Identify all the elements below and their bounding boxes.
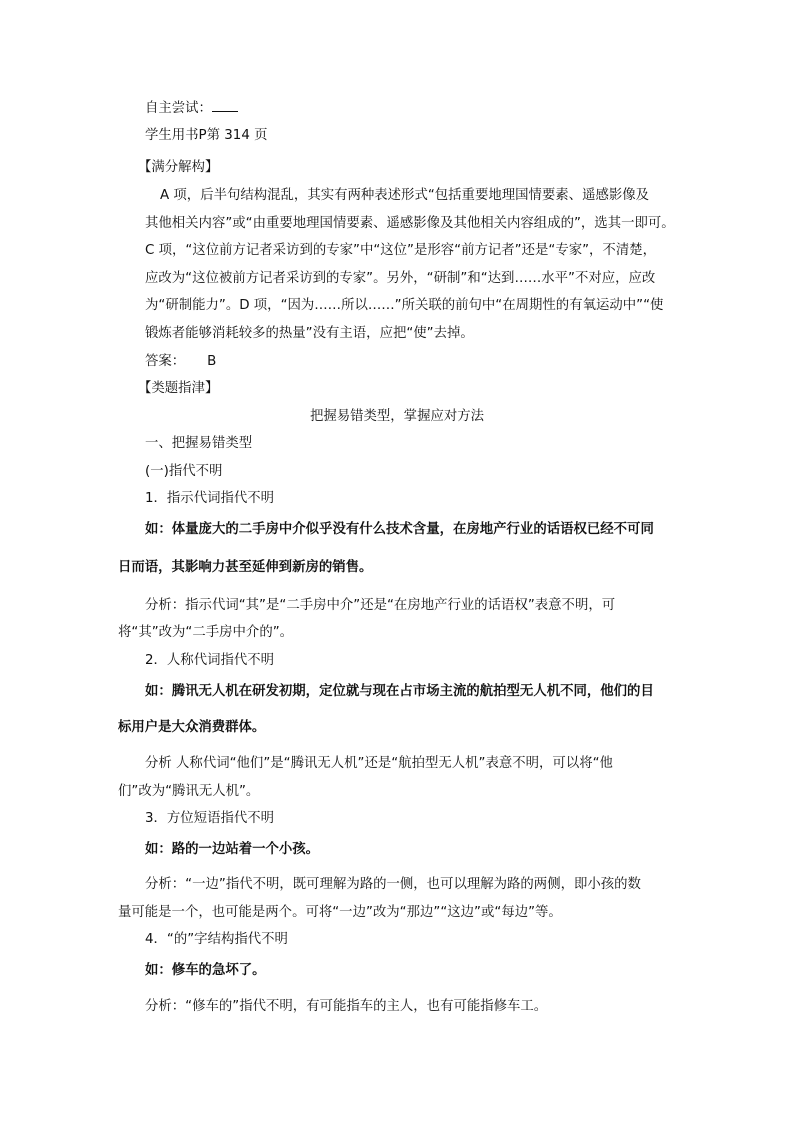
analysis-heading: 【满分解构】 — [138, 160, 219, 175]
analysis-line: 锻炼者能够消耗较多的热量”没有主语，应把“使”去掉。 — [145, 326, 474, 341]
example-line: 日而语，其影响力甚至延伸到新房的销售。 — [118, 560, 373, 575]
self-try-line — [145, 99, 238, 118]
analysis-text: 分析：“修车的”指代不明，有可能指车的主人，也有可能指修车工。 — [145, 999, 548, 1014]
answer-label: 答案： — [145, 354, 186, 369]
student-book-ref: 学生用书P第 314 页 — [145, 128, 268, 143]
section-heading: 一、把握易错类型 — [145, 436, 253, 451]
analysis-line: 为“研制能力”。D 项，“因为……所以……”所关联的前句中“在周期性的有氧运动中”“使 — [145, 298, 664, 313]
guide-heading: 【类题指津】 — [138, 381, 219, 396]
self-try-label: 自主尝试： — [145, 101, 212, 116]
analysis-text: 们”改为“腾讯无人机”。 — [118, 784, 260, 799]
analysis-text: 将“其”改为“二手房中介的”。 — [118, 625, 294, 640]
example-line: 如：修车的急坏了。 — [145, 963, 266, 978]
guide-title: 把握易错类型，掌握应对方法 — [309, 409, 485, 424]
item-title: 4．“的”字结构指代不明 — [145, 932, 288, 947]
subsection-heading: (一)指代不明 — [145, 464, 223, 479]
item-title: 1．指示代词指代不明 — [145, 491, 275, 506]
analysis-line: 应改为“这位被前方记者采访到的专家”。另外，“研制”和“达到……水平”不对应，应改 — [145, 271, 656, 286]
analysis-text: 量可能是一个，也可能是两个。可将“一边”改为“那边”“这边”或“每边”等。 — [118, 905, 562, 920]
analysis-text: 分析：“一边”指代不明，既可理解为路的一侧，也可以理解为路的两侧，即小孩的数 — [145, 877, 641, 892]
item-title: 3．方位短语指代不明 — [145, 811, 275, 826]
answer-line — [145, 353, 216, 371]
example-line: 如：腾讯无人机在研发初期，定位就与现在占市场主流的航拍型无人机不同，他们的目 — [145, 684, 654, 699]
answer-value: B — [207, 354, 217, 369]
analysis-text: 分析 人称代词“他们”是“腾讯无人机”还是“航拍型无人机”表意不明，可以将“他 — [145, 756, 613, 771]
analysis-text: 分析：指示代词“其”是“二手房中介”还是“在房地产行业的话语权”表意不明，可 — [145, 598, 616, 613]
answer-blank[interactable] — [212, 99, 238, 112]
example-line: 如：路的一边站着一个小孩。 — [145, 842, 320, 857]
analysis-line: 其他相关内容”或“由重要地理国情要素、遥感影像及其他相关内容组成的”，选其一即可。 — [145, 216, 675, 231]
analysis-line: A 项，后半句结构混乱，其实有两种表述形式“包括重要地理国情要素、遥感影像及 — [160, 188, 650, 203]
example-line: 标用户是大众消费群体。 — [118, 720, 266, 735]
item-title: 2．人称代词指代不明 — [145, 653, 275, 668]
example-line: 如：体量庞大的二手房中介似乎没有什么技术含量，在房地产行业的话语权已经不可同 — [145, 522, 654, 537]
analysis-line: C 项，“这位前方记者采访到的专家”中“这位”是形容“前方记者”还是“专家”，不清楚， — [145, 243, 656, 258]
